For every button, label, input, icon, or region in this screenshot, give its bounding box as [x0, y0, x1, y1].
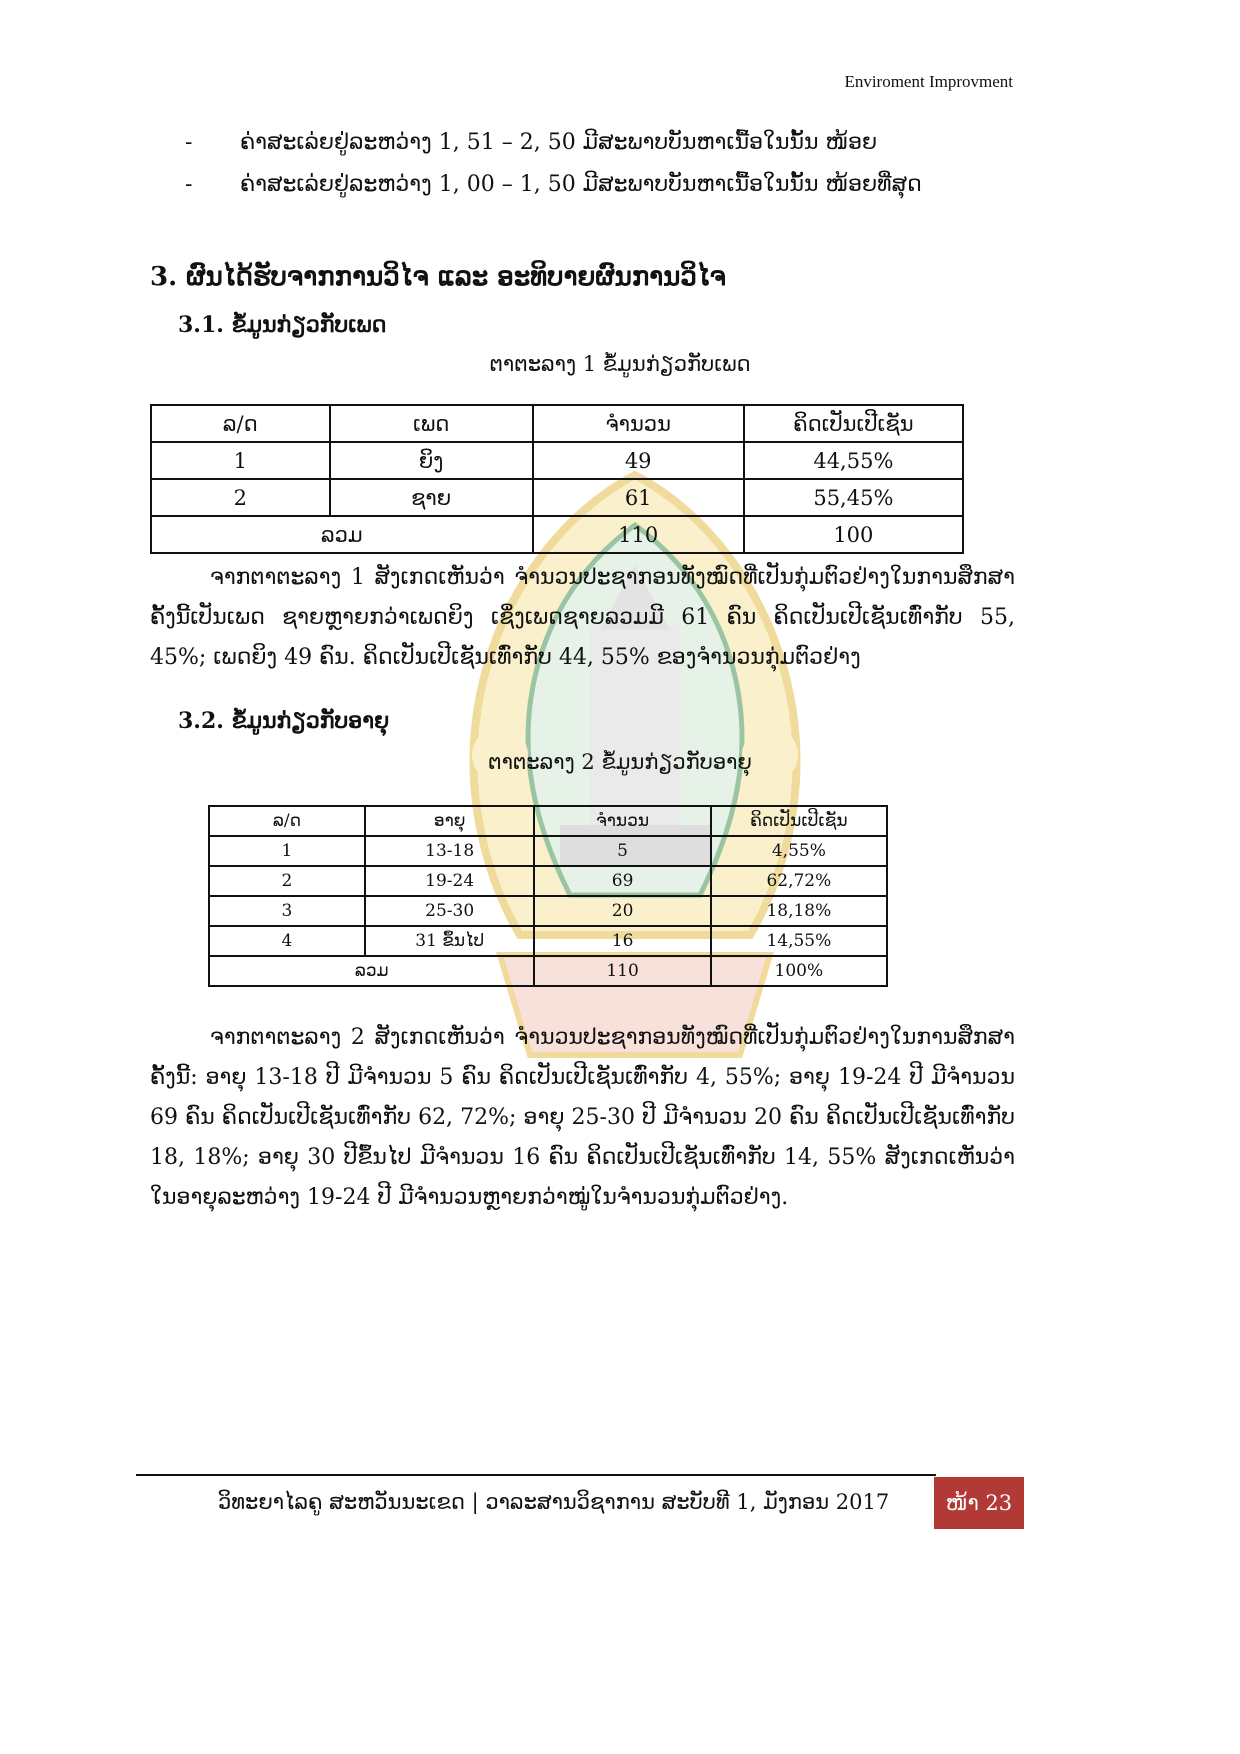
table-cell: 18,18% [711, 896, 887, 926]
bullet-dash: - [185, 172, 193, 197]
column-header: ເພດ [330, 405, 533, 442]
table-cell: 44,55% [744, 442, 963, 479]
table-row [151, 442, 963, 479]
bullet-item [185, 130, 877, 155]
table-caption: ຕາຕະລາງ 1 ຂໍ້ມູນກ່ຽວກັບເພດ [489, 352, 751, 376]
table-cell: ຊາຍ [330, 479, 533, 516]
page-number: ໜ້າ 23 [945, 1491, 1013, 1515]
bullet-item [185, 172, 922, 197]
table-cell: ຍິງ [330, 442, 533, 479]
table-cell: 2 [209, 866, 365, 896]
age-table [208, 805, 888, 987]
table-header-row [151, 405, 963, 442]
table-cell: 62,72% [711, 866, 887, 896]
table-cell: 14,55% [711, 926, 887, 956]
gender-table [150, 404, 964, 554]
total-label: ລວມ [209, 956, 534, 986]
table-cell: 25-30 [365, 896, 535, 926]
table-caption: ຕາຕະລາງ 2 ຂໍ້ມູນກ່ຽວກັບອາຍຸ [488, 750, 752, 774]
table-row [151, 479, 963, 516]
total-count: 110 [534, 956, 710, 986]
table-cell: 55,45% [744, 479, 963, 516]
paragraph-text: ຈາກຕາຕະລາງ 1 ສັງເກດເຫັນວ່າ ຈຳນວນປະຊາກອນທັງໝົດທີ່ເປັນກຸ່ມຕົວຢ່າງໃນການສຶກສາຄັ້ງນີ້ເປັນເພດ ຊາຍຫຼາຍກວ່າເພດຍິງ ເຊິ່ງເພດຊາຍລວມມີ 61 ຄົນ ຄິດເປັນເປີເຊັນເທົ່າກັບ 55, 45%; ເພດຍິງ 49 ຄົນ. ຄິດເປັນເປີເຊັນເທົ່າກັບ 44, 55% ຂອງຈຳນວນກຸ່ມຕົວຢ່າງ [150, 565, 1015, 670]
table-row [209, 866, 887, 896]
table-cell: 2 [151, 479, 330, 516]
total-label: ລວມ [151, 516, 533, 553]
table-cell: 49 [533, 442, 744, 479]
table-header-row [209, 806, 887, 836]
column-header: ຄິດເປັນເປີເຊັນ [744, 405, 963, 442]
table-cell: 61 [533, 479, 744, 516]
table-cell: 19-24 [365, 866, 535, 896]
column-header: ລ/ດ [209, 806, 365, 836]
column-header: ຈຳນວນ [534, 806, 710, 836]
table-total-row [209, 956, 887, 986]
subsection-heading: 3.2. ຂໍ້ມູນກ່ຽວກັບອາຍຸ [178, 708, 390, 734]
column-header: ອາຍຸ [365, 806, 535, 836]
table-cell: 13-18 [365, 836, 535, 866]
paragraph [150, 1018, 1015, 1218]
column-header: ຈຳນວນ [533, 405, 744, 442]
table-cell: 69 [534, 866, 710, 896]
total-count: 110 [533, 516, 744, 553]
table-cell: 5 [534, 836, 710, 866]
table-cell: 1 [151, 442, 330, 479]
bullet-dash: - [185, 130, 193, 155]
table-cell: 31 ຂຶ້ນໄປ [365, 926, 535, 956]
total-percent: 100% [711, 956, 887, 986]
total-percent: 100 [744, 516, 963, 553]
table-cell: 4 [209, 926, 365, 956]
table-cell: 1 [209, 836, 365, 866]
section-heading: 3. ຜົນໄດ້ຮັບຈາກການວິໄຈ ແລະ ອະທິບາຍຜົນການວິໄຈ [150, 262, 726, 292]
table-cell: 20 [534, 896, 710, 926]
footer-journal: ວິທະຍາໄລຄູ ສະຫວັນນະເຂດ | ວາລະສານວິຊາການ ສະບັບທີ 1, ມັງກອນ 2017 [218, 1490, 890, 1514]
subsection-heading: 3.1. ຂໍ້ມູນກ່ຽວກັບເພດ [178, 312, 387, 338]
table-total-row [151, 516, 963, 553]
table-row [209, 836, 887, 866]
paragraph [150, 558, 1015, 678]
column-header: ຄິດເປັນເປີເຊັນ [711, 806, 887, 836]
table-row [209, 926, 887, 956]
bullet-text: ຄ່າສະເລ່ຍຢູ່ລະຫວ່າງ 1, 00 – 1, 50 ມີສະພາບບັນຫາເນື້ອໃນນັ້ນ ໜ້ອຍທີ່ສຸດ [240, 172, 922, 197]
table-cell: 3 [209, 896, 365, 926]
page-number-badge [934, 1477, 1024, 1529]
column-header: ລ/ດ [151, 405, 330, 442]
table-cell: 4,55% [711, 836, 887, 866]
table-row [209, 896, 887, 926]
table-cell: 16 [534, 926, 710, 956]
footer-divider [136, 1474, 936, 1476]
running-header: Enviroment Improvment [844, 72, 1013, 91]
paragraph-text: ຈາກຕາຕະລາງ 2 ສັງເກດເຫັນວ່າ ຈຳນວນປະຊາກອນທັງໝົດທີ່ເປັນກຸ່ມຕົວຢ່າງໃນການສຶກສາຄັ້ງນີ້: ອາຍຸ 13-18 ປີ ມີຈຳນວນ 5 ຄົນ ຄິດເປັນເປີເຊັນເທົ່າກັບ 4, 55%; ອາຍຸ 19-24 ປີ ມີຈຳນວນ 69 ຄົນ ຄິດເປັນເປີເຊັນເທົ່າກັບ 62, 72%; ອາຍຸ 25-30 ປີ ມີຈຳນວນ 20 ຄົນ ຄິດເປັນເປີເຊັນເທົ່າກັບ 18, 18%; ອາຍຸ 30 ປີຂຶ້ນໄປ ມີຈຳນວນ 16 ຄົນ ຄິດເປັນເປີເຊັນເທົ່າກັບ 14, 55% ສັງເກດເຫັນວ່າ ໃນອາຍຸລະຫວ່າງ 19-24 ປີ ມີຈຳນວນຫຼາຍກວ່າໝູ່ໃນຈຳນວນກຸ່ມຕົວຢ່າງ. [150, 1025, 1015, 1210]
bullet-text: ຄ່າສະເລ່ຍຢູ່ລະຫວ່າງ 1, 51 – 2, 50 ມີສະພາບບັນຫາເນື້ອໃນນັ້ນ ໜ້ອຍ [240, 130, 878, 155]
